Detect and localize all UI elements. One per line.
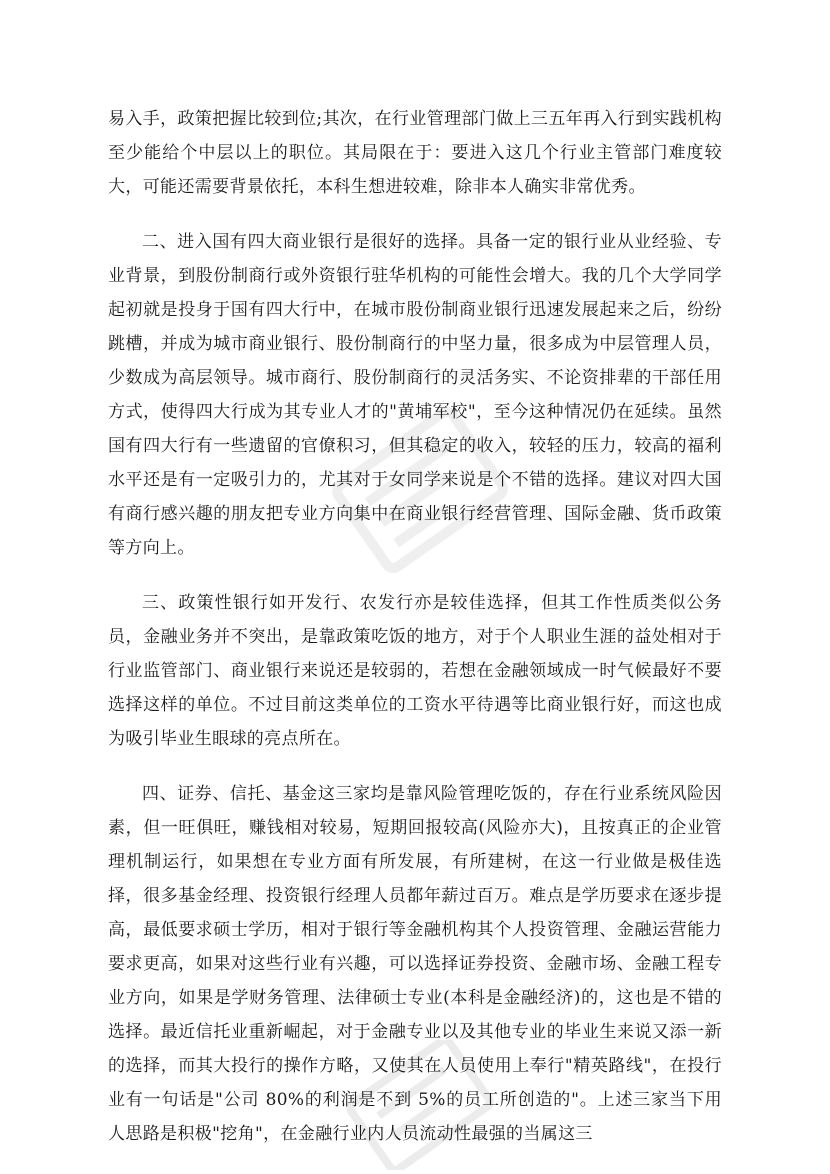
paragraph-state-banks: 二、进入国有四大商业银行是很好的选择。具备一定的银行业从业经验、专业背景，到股份制商行或外资银行驻华机构的可能性会增大。我的几个大学同学起初就是投身于国有四大行中，在城市股份制商业银行迅速发展起来之后，纷纷跳槽，并成为城市商业银行、股份制商行的中坚力量，很多成为中层管理人员，少数成为高层领导。城市商行、股份制商行的灵活务实、不论资排辈的干部任用方式，使得四大行成为其专业人才的"黄埔军校"，至今这种情况仍在延续。虽然国有四大行有一些遗留的官僚积习，但其稳定的收入，较轻的压力，较高的福利水平还是有一定吸引力的，尤其对于女同学来说是个不错的选择。建议对四大国有商行感兴趣的朋友把专业方向集中在商业银行经营管理、国际金融、货币政策等方向上。 (108, 232, 722, 558)
document-body (108, 102, 722, 1172)
paragraph-continuation: 易入手，政策把握比较到位;其次，在行业管理部门做上三五年再入行到实践机构至少能给个中层以上的职位。其局限在于：要进入这几个行业主管部门难度较大，可能还需要背景依托，本科生想进较难，除非本人确实非常优秀。 (108, 109, 722, 197)
paragraph-policy-banks: 三、政策性银行如开发行、农发行亦是较佳选择，但其工作性质类似公务员，金融业务并不突出，是靠政策吃饭的地方，对于个人职业生涯的益处相对于行业监管部门、商业银行来说还是较弱的，若想在金融领域成一时气候最好不要选择这样的单位。不过目前这类单位的工资水平待遇等比商业银行好，而这也成为吸引毕业生眼球的亮点所在。 (108, 593, 722, 749)
paragraph-securities-trust-funds: 四、证券、信托、基金这三家均是靠风险管理吃饭的，存在行业系统风险因素，但一旺俱旺，赚钱相对较易，短期回报较高(风险亦大)，且按真正的企业管理机制运行，如果想在专业方面有所发展，有所建树，在这一行业做是极佳选择，很多基金经理、投资银行经理人员都年薪过百万。难点是学历要求在逐步提高，最低要求硕士学历，相对于银行等金融机构其个人投资管理、金融运营能力要求更高，如果对这些行业有兴趣，可以选择证券投资、金融市场、金融工程专业方向，如果是学财务管理、法律硕士专业(本科是金融经济)的，这也是不错的选择。最近信托业重新崛起，对于金融专业以及其他专业的毕业生来说又添一新的选择，而其大投行的操作方略，又使其在人员使用上奉行"精英路线"，在投行业有一句话是"公司 80%的利润是不到 5%的员工所创造的"。上述三家当下用人思路是积极"挖角"，在金融行业内人员流动性最强的当属这三 (108, 784, 722, 1144)
